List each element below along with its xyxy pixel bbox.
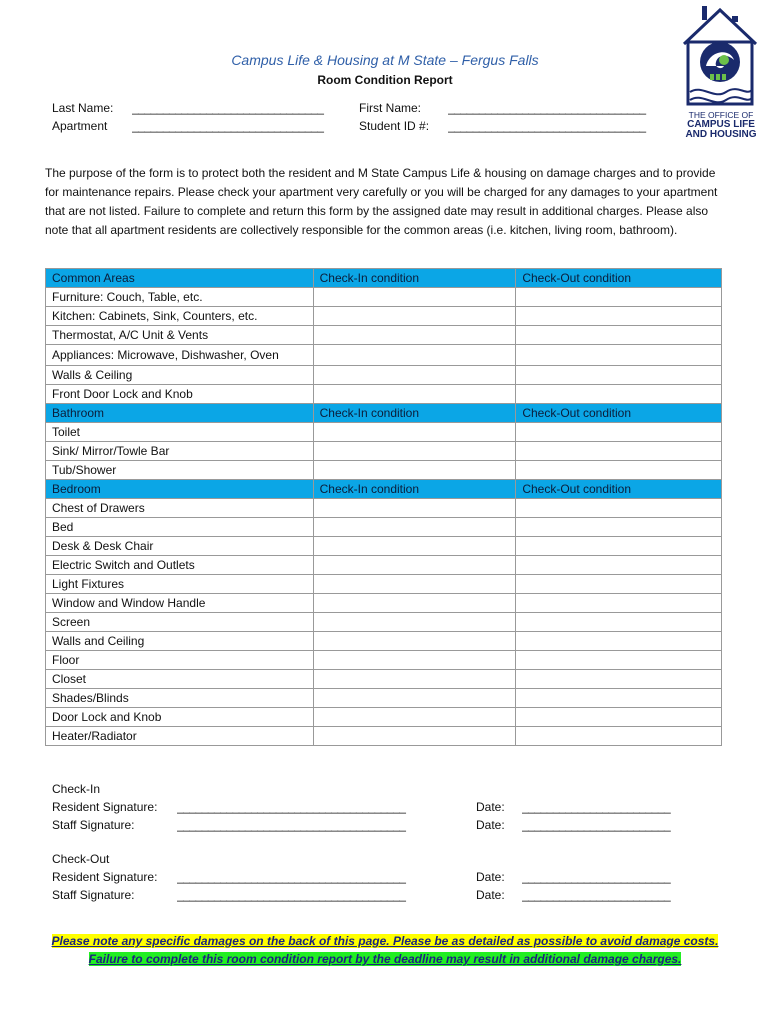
checkout-condition-cell[interactable] xyxy=(516,575,722,594)
table-row xyxy=(46,670,722,689)
item-name: Desk & Desk Chair xyxy=(46,537,314,556)
item-name: Screen xyxy=(46,613,314,632)
checkout-condition-cell[interactable] xyxy=(516,366,722,385)
checkin-condition-cell[interactable] xyxy=(313,307,516,326)
checkout-condition-cell[interactable] xyxy=(516,556,722,575)
section-name: Bathroom xyxy=(46,404,314,423)
checkout-resident-date-label: Date: xyxy=(476,870,505,884)
checkin-condition-cell[interactable] xyxy=(313,670,516,689)
item-name: Closet xyxy=(46,670,314,689)
item-name: Floor xyxy=(46,651,314,670)
checkin-condition-cell[interactable] xyxy=(313,499,516,518)
checkout-condition-cell[interactable] xyxy=(516,632,722,651)
checkin-condition-cell[interactable] xyxy=(313,556,516,575)
checkin-condition-header: Check-In condition xyxy=(313,404,516,423)
checkin-condition-cell[interactable] xyxy=(313,708,516,727)
checkin-condition-cell[interactable] xyxy=(313,689,516,708)
checkin-condition-cell[interactable] xyxy=(313,288,516,307)
checkout-signature-block xyxy=(52,850,157,904)
item-name: Window and Window Handle xyxy=(46,594,314,613)
checkin-condition-cell[interactable] xyxy=(313,326,516,345)
item-name: Sink/ Mirror/Towle Bar xyxy=(46,442,314,461)
first-name-field[interactable]: ________________________________ xyxy=(448,101,646,115)
checkout-condition-cell[interactable] xyxy=(516,288,722,307)
checkin-condition-cell[interactable] xyxy=(313,537,516,556)
checkout-condition-cell[interactable] xyxy=(516,345,722,366)
item-name: Chest of Drawers xyxy=(46,499,314,518)
checkin-condition-cell[interactable] xyxy=(313,727,516,746)
item-name: Tub/Shower xyxy=(46,461,314,480)
checkout-condition-cell[interactable] xyxy=(516,385,722,404)
checkin-condition-cell[interactable] xyxy=(313,423,516,442)
checkout-condition-header: Check-Out condition xyxy=(516,480,722,499)
item-name: Light Fixtures xyxy=(46,575,314,594)
checkin-condition-cell[interactable] xyxy=(313,442,516,461)
checkout-condition-cell[interactable] xyxy=(516,708,722,727)
item-name: Shades/Blinds xyxy=(46,689,314,708)
checkin-condition-cell[interactable] xyxy=(313,575,516,594)
table-row xyxy=(46,613,722,632)
checkout-staff-date-field[interactable]: ________________________ xyxy=(522,888,671,902)
checkout-condition-header: Check-Out condition xyxy=(516,269,722,288)
checkout-title: Check-Out xyxy=(52,852,110,866)
page-title: Campus Life & Housing at M State – Fergus Falls xyxy=(231,52,539,68)
checkout-staff-date-label: Date: xyxy=(476,888,505,902)
table-section-header xyxy=(46,404,722,423)
checkin-resident-date-field[interactable]: ________________________ xyxy=(522,800,671,814)
checkin-title: Check-In xyxy=(52,782,101,796)
checkin-condition-cell[interactable] xyxy=(313,632,516,651)
damage-notice-line-2: Failure to complete this room condition report by the deadline may result in additional damage charges. xyxy=(88,952,682,966)
checkout-condition-cell[interactable] xyxy=(516,727,722,746)
checkin-condition-header: Check-In condition xyxy=(313,480,516,499)
intro-paragraph: The purpose of the form is to protect both the resident and M State Campus Life & housing on damage charges and to provide for maintenance repairs. Please check your apartment very carefully or you will be charged for any damages to your apartment that are not listed. Failure to complete and return this form by the assigned date may result in additional charges. Please also note that all apartment residents are collectively responsible for the common areas (i.e. kitchen, living room, bathroom). xyxy=(45,166,718,237)
item-name: Electric Switch and Outlets xyxy=(46,556,314,575)
item-name: Furniture: Couch, Table, etc. xyxy=(46,288,314,307)
item-name: Front Door Lock and Knob xyxy=(46,385,314,404)
checkin-staff-date-label: Date: xyxy=(476,818,505,832)
apartment-field[interactable]: _______________________________ xyxy=(132,119,324,133)
damage-notice xyxy=(0,932,770,968)
section-name: Common Areas xyxy=(46,269,314,288)
checkout-condition-cell[interactable] xyxy=(516,594,722,613)
logo-line-2: CAMPUS LIFE xyxy=(687,119,755,130)
checkout-resident-date-field[interactable]: ________________________ xyxy=(522,870,671,884)
table-section-header xyxy=(46,269,722,288)
checkin-condition-cell[interactable] xyxy=(313,518,516,537)
checkin-resident-date-label: Date: xyxy=(476,800,505,814)
checkin-resident-signature-field[interactable]: _____________________________________ xyxy=(177,800,406,814)
logo-line-3: AND HOUSING xyxy=(685,129,757,140)
table-row xyxy=(46,307,722,326)
checkin-condition-cell[interactable] xyxy=(313,613,516,632)
table-row xyxy=(46,594,722,613)
item-name: Kitchen: Cabinets, Sink, Counters, etc. xyxy=(46,307,314,326)
item-name: Thermostat, A/C Unit & Vents xyxy=(46,326,314,345)
checkin-staff-date-field[interactable]: ________________________ xyxy=(522,818,671,832)
section-name: Bedroom xyxy=(46,480,314,499)
table-row xyxy=(46,366,722,385)
item-name: Walls & Ceiling xyxy=(46,366,314,385)
checkin-condition-cell[interactable] xyxy=(313,594,516,613)
student-id-label: Student ID #: xyxy=(359,119,430,133)
checkout-condition-cell[interactable] xyxy=(516,326,722,345)
logo-text xyxy=(683,110,759,140)
table-row xyxy=(46,537,722,556)
table-row xyxy=(46,345,722,366)
item-name: Walls and Ceiling xyxy=(46,632,314,651)
checkout-condition-cell[interactable] xyxy=(516,689,722,708)
table-row xyxy=(46,442,722,461)
condition-table xyxy=(45,268,722,746)
checkout-condition-cell[interactable] xyxy=(516,613,722,632)
checkin-staff-label: Staff Signature: xyxy=(52,818,135,832)
checkout-condition-cell[interactable] xyxy=(516,518,722,537)
checkout-condition-cell[interactable] xyxy=(516,670,722,689)
checkout-staff-signature-field[interactable]: _____________________________________ xyxy=(177,888,406,902)
checkout-condition-header: Check-Out condition xyxy=(516,404,722,423)
table-row xyxy=(46,575,722,594)
checkout-condition-cell[interactable] xyxy=(516,499,722,518)
first-name-label: First Name: xyxy=(359,101,422,115)
last-name-field[interactable]: _______________________________ xyxy=(132,101,324,115)
table-row xyxy=(46,632,722,651)
table-row xyxy=(46,708,722,727)
apartment-label: Apartment xyxy=(52,119,108,133)
item-name: Toilet xyxy=(46,423,314,442)
table-row xyxy=(46,385,722,404)
checkin-signature-block xyxy=(52,780,157,834)
table-row xyxy=(46,651,722,670)
item-name: Bed xyxy=(46,518,314,537)
page-subtitle: Room Condition Report xyxy=(317,73,453,87)
checkin-condition-header: Check-In condition xyxy=(313,269,516,288)
table-row xyxy=(46,423,722,442)
item-name: Door Lock and Knob xyxy=(46,708,314,727)
checkin-condition-cell[interactable] xyxy=(313,651,516,670)
checkout-staff-label: Staff Signature: xyxy=(52,888,135,902)
item-name: Appliances: Microwave, Dishwasher, Oven xyxy=(46,345,314,366)
checkout-condition-cell[interactable] xyxy=(516,442,722,461)
table-row xyxy=(46,499,722,518)
logo-line-1: THE OFFICE OF xyxy=(688,110,754,120)
table-row xyxy=(46,689,722,708)
checkin-staff-signature-field[interactable]: _____________________________________ xyxy=(177,818,406,832)
table-row xyxy=(46,326,722,345)
checkout-condition-cell[interactable] xyxy=(516,307,722,326)
checkout-condition-cell[interactable] xyxy=(516,537,722,556)
checkin-condition-cell[interactable] xyxy=(313,461,516,480)
last-name-label: Last Name: xyxy=(52,101,114,115)
table-row xyxy=(46,461,722,480)
damage-notice-line-1: Please note any specific damages on the back of this page. Please be as detailed as possible to avoid damage costs. xyxy=(51,934,719,948)
checkin-condition-cell[interactable] xyxy=(313,385,516,404)
checkin-condition-cell[interactable] xyxy=(313,366,516,385)
table-row xyxy=(46,288,722,307)
table-row xyxy=(46,727,722,746)
student-id-field[interactable]: ________________________________ xyxy=(448,119,646,133)
item-name: Heater/Radiator xyxy=(46,727,314,746)
checkout-condition-cell[interactable] xyxy=(516,461,722,480)
table-row xyxy=(46,556,722,575)
checkout-resident-label: Resident Signature: xyxy=(52,870,158,884)
checkout-resident-signature-field[interactable]: _____________________________________ xyxy=(177,870,406,884)
checkin-condition-cell[interactable] xyxy=(313,345,516,366)
checkout-condition-cell[interactable] xyxy=(516,651,722,670)
table-section-header xyxy=(46,480,722,499)
table-row xyxy=(46,518,722,537)
checkout-condition-cell[interactable] xyxy=(516,423,722,442)
checkin-resident-label: Resident Signature: xyxy=(52,800,158,814)
